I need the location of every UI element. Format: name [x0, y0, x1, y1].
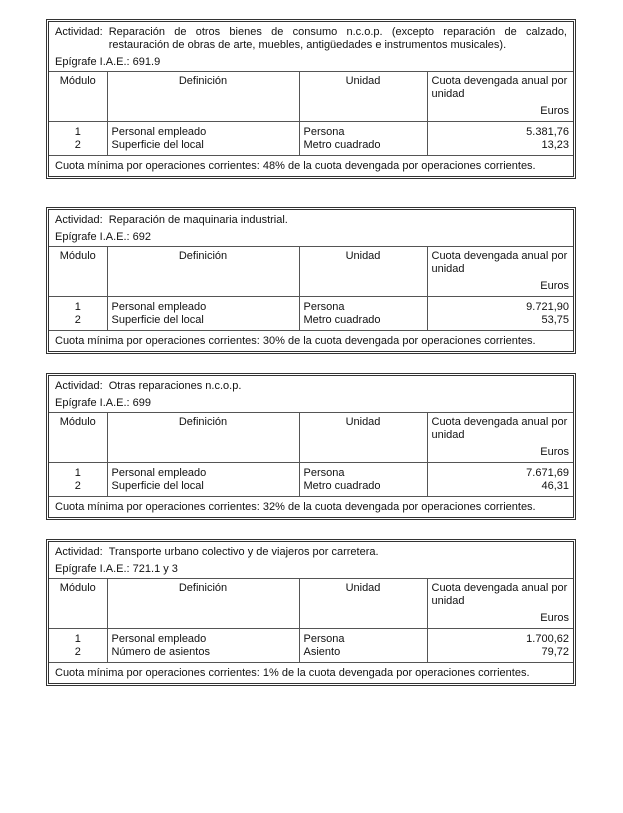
- row-unidad: Persona: [299, 122, 427, 140]
- row-definicion: Personal empleado: [107, 629, 299, 647]
- row-definicion: Personal empleado: [107, 463, 299, 481]
- row-unidad: Persona: [299, 463, 427, 481]
- minimum-fee-note: Cuota mínima por operaciones corrientes: 1% de la cuota devengada por operaciones corrientes.: [49, 662, 573, 683]
- header-cuota-label: Cuota devengada anual por unidad: [431, 416, 568, 441]
- row-definicion: Superficie del local: [107, 139, 299, 155]
- activity-label: Actividad:: [55, 26, 103, 38]
- header-cuota-label: Cuota devengada anual por unidad: [431, 250, 568, 275]
- epigrafe-code: 692: [132, 231, 152, 243]
- row-unidad: Metro cuadrado: [299, 314, 427, 330]
- table-header-row: [49, 579, 573, 629]
- activity-description: Reparación de otros bienes de consumo n.c.o.p. (excepto reparación de calzado, restauración de obras de arte, muebles, antigüedades e instrumentos musicales).: [108, 26, 567, 51]
- header-euros: Euros: [540, 446, 569, 458]
- activity-description: Transporte urbano colectivo y de viajeros por carretera.: [108, 546, 379, 558]
- header-definicion: Definición: [107, 72, 299, 122]
- header-unidad: Unidad: [299, 72, 427, 122]
- epigrafe-code: 691.9: [132, 56, 161, 68]
- header-euros: Euros: [540, 280, 569, 292]
- table-row: [49, 463, 573, 481]
- header-modulo: Módulo: [49, 413, 107, 463]
- epigrafe-label: Epígrafe I.A.E.:: [55, 231, 130, 243]
- row-definicion: Superficie del local: [107, 480, 299, 496]
- activity-line: [49, 210, 573, 229]
- epigrafe-line: [49, 54, 573, 71]
- header-modulo: Módulo: [49, 72, 107, 122]
- row-cuota: 5.381,76: [526, 126, 569, 138]
- row-modulo: 2: [49, 480, 107, 496]
- row-definicion: Personal empleado: [107, 122, 299, 140]
- epigrafe-code: 699: [132, 397, 152, 409]
- modules-table: [49, 246, 573, 330]
- epigrafe-code: 721.1 y 3: [132, 563, 178, 575]
- header-cuota-label: Cuota devengada anual por unidad: [431, 582, 568, 607]
- activity-block-7211: [46, 539, 576, 686]
- table-row: [49, 314, 573, 330]
- row-modulo: 2: [49, 646, 107, 662]
- row-modulo: 1: [49, 297, 107, 315]
- header-cuota: [427, 72, 573, 122]
- row-cuota: 13,23: [541, 139, 569, 151]
- row-cuota: 7.671,69: [526, 467, 569, 479]
- row-modulo: 1: [49, 629, 107, 647]
- row-cuota: 46,31: [541, 480, 569, 492]
- row-modulo: 1: [49, 122, 107, 140]
- row-definicion: Número de asientos: [107, 646, 299, 662]
- epigrafe-line: [49, 395, 573, 412]
- row-cuota: 79,72: [541, 646, 569, 658]
- table-row: [49, 139, 573, 155]
- modules-table: [49, 578, 573, 662]
- epigrafe-label: Epígrafe I.A.E.:: [55, 563, 130, 575]
- header-cuota-label: Cuota devengada anual por unidad: [431, 75, 568, 100]
- activity-label: Actividad:: [55, 546, 103, 558]
- header-euros: Euros: [540, 612, 569, 624]
- row-unidad: Metro cuadrado: [299, 139, 427, 155]
- table-header-row: [49, 72, 573, 122]
- row-unidad: Metro cuadrado: [299, 480, 427, 496]
- header-cuota: [427, 579, 573, 629]
- minimum-fee-note: Cuota mínima por operaciones corrientes: 32% de la cuota devengada por operaciones corrientes.: [49, 496, 573, 517]
- minimum-fee-note: Cuota mínima por operaciones corrientes: 48% de la cuota devengada por operaciones corrientes.: [49, 155, 573, 176]
- header-euros: Euros: [540, 105, 569, 117]
- header-cuota: [427, 413, 573, 463]
- table-row: [49, 480, 573, 496]
- header-unidad: Unidad: [299, 247, 427, 297]
- epigrafe-label: Epígrafe I.A.E.:: [55, 56, 130, 68]
- table-row: [49, 629, 573, 647]
- table-row: [49, 297, 573, 315]
- activity-block-6919: [46, 19, 576, 179]
- row-cuota: 53,75: [541, 314, 569, 326]
- row-modulo: 2: [49, 314, 107, 330]
- header-definicion: Definición: [107, 247, 299, 297]
- header-unidad: Unidad: [299, 579, 427, 629]
- activity-block-699: [46, 373, 576, 520]
- row-cuota: 1.700,62: [526, 633, 569, 645]
- activity-description: Otras reparaciones n.c.o.p.: [108, 380, 242, 392]
- row-cuota: 9.721,90: [526, 301, 569, 313]
- header-modulo: Módulo: [49, 579, 107, 629]
- activity-line: [49, 542, 573, 561]
- table-header-row: [49, 413, 573, 463]
- header-unidad: Unidad: [299, 413, 427, 463]
- activity-line: [49, 22, 573, 54]
- activity-description: Reparación de maquinaria industrial.: [108, 214, 288, 226]
- row-definicion: Personal empleado: [107, 297, 299, 315]
- row-unidad: Asiento: [299, 646, 427, 662]
- row-definicion: Superficie del local: [107, 314, 299, 330]
- activity-label: Actividad:: [55, 380, 103, 392]
- minimum-fee-note: Cuota mínima por operaciones corrientes: 30% de la cuota devengada por operaciones corrientes.: [49, 330, 573, 351]
- header-modulo: Módulo: [49, 247, 107, 297]
- row-modulo: 2: [49, 139, 107, 155]
- epigrafe-label: Epígrafe I.A.E.:: [55, 397, 130, 409]
- modules-table: [49, 71, 573, 155]
- table-header-row: [49, 247, 573, 297]
- table-row: [49, 122, 573, 140]
- header-definicion: Definición: [107, 579, 299, 629]
- activity-line: [49, 376, 573, 395]
- row-modulo: 1: [49, 463, 107, 481]
- table-row: [49, 646, 573, 662]
- header-cuota: [427, 247, 573, 297]
- activity-label: Actividad:: [55, 214, 103, 226]
- epigrafe-line: [49, 229, 573, 246]
- row-unidad: Persona: [299, 297, 427, 315]
- epigrafe-line: [49, 561, 573, 578]
- activity-block-692: [46, 207, 576, 354]
- header-definicion: Definición: [107, 413, 299, 463]
- modules-table: [49, 412, 573, 496]
- row-unidad: Persona: [299, 629, 427, 647]
